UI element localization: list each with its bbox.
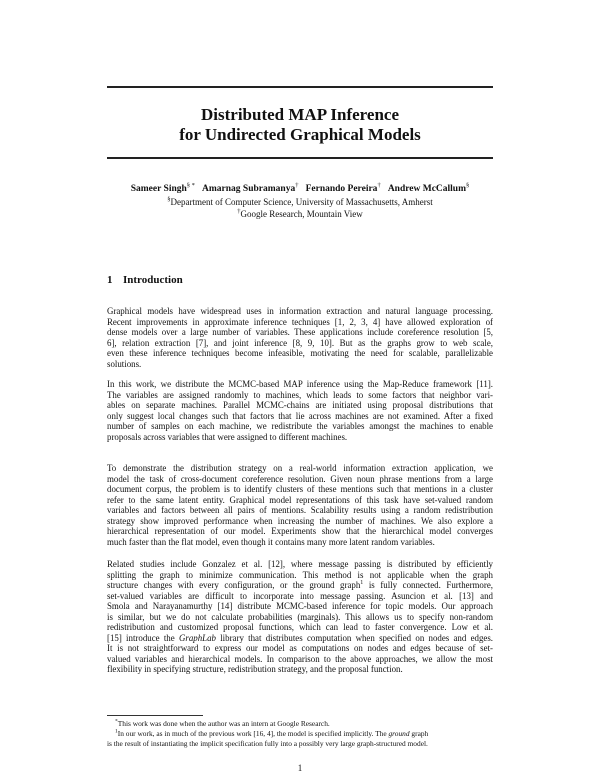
- text-line: much faster than the flat model, even though it contains many more latent random variables.: [107, 536, 435, 547]
- text-line: proposals across variables that were assigned to different machines.: [107, 431, 348, 442]
- text-fragment: [15] introduce the: [107, 632, 179, 643]
- paper-title-line-2: for Undirected Graphical Models: [179, 125, 421, 144]
- author-mark: § *: [186, 182, 195, 189]
- text-line: set-valued variables are difficult to incorporate into message passing. Asuncion et al. [13] and: [107, 590, 493, 601]
- affiliation-text: Google Research, Mountain View: [240, 209, 363, 219]
- affiliation-umass: [0, 196, 600, 207]
- text-line: The variables are assigned randomly to machines, which leads to some factors that neighbor vari-: [107, 389, 493, 400]
- title-rule-top: [107, 86, 493, 88]
- author-mark: †: [377, 182, 381, 189]
- text-line: [107, 633, 493, 644]
- text-line: splitting the graph to minimize communication. This method is not applicable when the graph: [107, 569, 493, 580]
- text-line: is similar, but we do not calculate probabilities (marginals). This allows us to specify non-random: [107, 611, 493, 622]
- text-line: number of samples on each machine, we redistribute the variables amongst the machines to enable: [107, 421, 493, 431]
- affiliation-text: Department of Computer Science, University of Massachusetts, Amherst: [170, 197, 433, 207]
- footnote-rule: [107, 715, 203, 716]
- section-number: 1: [107, 274, 113, 286]
- paragraph-1: [107, 306, 493, 369]
- section-heading-introduction: [107, 274, 183, 286]
- paper-title-line-1: Distributed MAP Inference: [201, 105, 399, 124]
- graphlab-emphasis: GraphLab: [178, 632, 216, 643]
- text-line: hierarchical representation of our model. Experiments show that the hierarchical model converges: [107, 526, 493, 536]
- author-name: Fernando Pereira: [305, 184, 378, 195]
- text-line: Graphical models have widespread uses in information extraction and natural language processing.: [107, 306, 493, 316]
- text-line: even these inference techniques become infeasible, motivating the need for scalable, parallelizable: [107, 348, 493, 358]
- text-line: variables and factors between all pairs of mentions. Scalability results using a random redistribution: [107, 505, 493, 515]
- section-title: Introduction: [123, 274, 183, 286]
- text-line: document corpus, the problem is to identify clusters of these mentions such that mentions in a cluster: [107, 484, 493, 494]
- paragraph-4: [107, 559, 493, 675]
- text-line: solutions.: [107, 358, 142, 369]
- footnote-mark: *: [115, 718, 118, 725]
- affiliation-google: [0, 208, 600, 219]
- text-line: dense models over a large number of variables. These applications include coreference resolution [5,: [107, 327, 493, 337]
- footnote-ref-1: 1: [360, 580, 364, 587]
- text-fragment: library that distributes computation when specified on nodes and edges.: [215, 632, 493, 643]
- text-line: only suggest local changes such that factors that lie across machines are not examined. After a fixed: [107, 410, 493, 421]
- text-line: To demonstrate the distribution strategy on a real-world information extraction application, we: [107, 463, 493, 473]
- text-line: 6], relation extraction [7], and joint inference [8, 9, 10]. But as the graphs grow to web scale,: [107, 337, 493, 348]
- page-number: 1: [297, 763, 303, 773]
- footnote-mark: 1: [115, 728, 118, 735]
- author-name: Sameer Singh: [130, 184, 187, 195]
- title-rule-bottom: [107, 157, 493, 159]
- text-line: Related studies include Gonzalez et al. [12], where message passing is distributed by efficiently: [107, 559, 493, 569]
- paragraph-3: [107, 463, 493, 547]
- footnote-text: In our work, as in much of the previous work [16, 4], the model is specified implicitly. The: [117, 729, 389, 738]
- author-mark: §: [466, 182, 470, 189]
- text-line: model the task of cross-document coreference resolution. Given noun phrase mentions from a large: [107, 473, 493, 484]
- text-fragment: structure changes with every configuration, or the ground graph: [107, 580, 361, 590]
- text-line: Recent improvements in approximate inference techniques [1, 2, 3, 4] have allowed exploration of: [107, 316, 493, 327]
- footnote-line: [107, 719, 493, 729]
- text-line: It is not straightforward to express our model as computations on nodes and edges because of set-: [107, 643, 493, 653]
- footnote-1: [107, 719, 493, 729]
- affiliation-mark: †: [237, 208, 241, 215]
- text-line: [107, 580, 493, 591]
- text-line: flexibility in specifying structure, redistribution strategy, and the proposal function.: [107, 664, 403, 674]
- author-name: Amarnag Subramanya: [202, 184, 296, 195]
- footnote-2: [107, 729, 493, 748]
- text-line: redistribution and customized proposal functions, which can lead to faster convergence. Low et al.: [107, 622, 493, 632]
- text-fragment: is fully connected. Furthermore,: [363, 580, 493, 590]
- text-line: refer to the same latent entity. Graphical model representations of this task have set-valued random: [107, 494, 493, 505]
- paragraph-2: [107, 379, 493, 442]
- author-mark: †: [295, 182, 299, 189]
- text-line: Smola and Narayanamurthy [14] distribute MCMC-based inference for topic models. Our approach: [107, 601, 493, 611]
- author-list: [0, 182, 600, 194]
- author-name: Andrew McCallum: [387, 184, 467, 195]
- footnote-text: This work was done when the author was an intern at Google Research.: [117, 719, 330, 728]
- footnote-text: graph: [409, 729, 429, 738]
- ground-emphasis: ground: [388, 729, 410, 738]
- footnote-line: [107, 729, 493, 739]
- affiliation-mark: §: [167, 196, 171, 203]
- text-line: ables on separate machines. Parallel MCMC-chains are initiated using proposal distributions that: [107, 400, 493, 410]
- text-line: strategy show improved performance when increasing the number of machines. We also explore a: [107, 515, 493, 526]
- footnote-line: is the result of instantiating the implicit specification fully into a possibly very large graph-structured model.: [107, 738, 428, 748]
- text-line: In this work, we distribute the MCMC-based MAP inference using the Map-Reduce framework [11].: [107, 379, 493, 389]
- text-line: valued variables and hierarchical models. In comparison to the above approaches, we allow the most: [107, 653, 493, 664]
